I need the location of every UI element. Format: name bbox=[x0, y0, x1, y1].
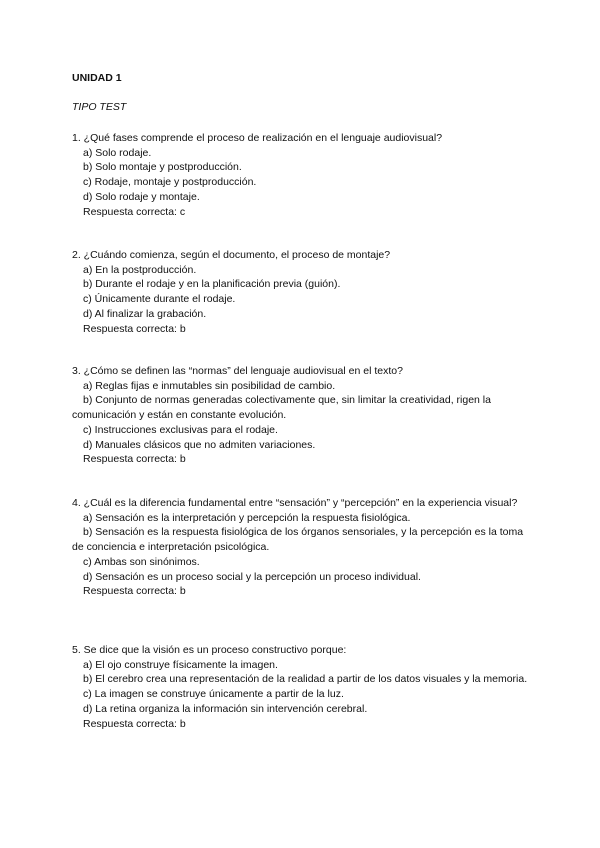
question-4 bbox=[72, 496, 528, 599]
option-c: c) La imagen se construye únicamente a partir de la luz. bbox=[83, 688, 344, 701]
option-d: d) La retina organiza la información sin intervención cerebral. bbox=[83, 702, 368, 715]
question-3 bbox=[72, 364, 528, 467]
option-c: c) Instrucciones exclusivas para el rodaje. bbox=[83, 423, 278, 436]
test-type-heading: TIPO TEST bbox=[72, 101, 127, 113]
unit-title: UNIDAD 1 bbox=[72, 72, 122, 84]
option-a: a) El ojo construye físicamente la imagen. bbox=[83, 658, 278, 671]
question-5 bbox=[72, 643, 528, 731]
correct-answer: Respuesta correcta: b bbox=[83, 453, 186, 466]
option-a: a) Reglas fijas e inmutables sin posibilidad de cambio. bbox=[83, 379, 336, 392]
correct-answer: Respuesta correcta: c bbox=[83, 205, 186, 218]
correct-answer: Respuesta correcta: b bbox=[83, 322, 186, 335]
question-text: 1. ¿Qué fases comprende el proceso de realización en el lenguaje audiovisual? bbox=[72, 132, 443, 144]
option-d: d) Manuales clásicos que no admiten variaciones. bbox=[83, 438, 316, 451]
option-a: a) En la postproducción. bbox=[83, 263, 197, 276]
option-b: b) Sensación es la respuesta fisiológica de los órganos sensoriales, y la percepción es la toma de conciencia e interpretación psicológica. bbox=[72, 526, 524, 554]
question-2 bbox=[72, 248, 528, 336]
option-c: c) Únicamente durante el rodaje. bbox=[83, 293, 236, 306]
option-d: d) Solo rodaje y montaje. bbox=[83, 190, 200, 203]
option-b: b) Solo montaje y postproducción. bbox=[83, 161, 242, 174]
option-a: a) Solo rodaje. bbox=[83, 146, 152, 159]
question-text: 4. ¿Cuál es la diferencia fundamental entre “sensación” y “percepción” en la experiencia visual? bbox=[72, 497, 518, 509]
option-c: c) Ambas son sinónimos. bbox=[83, 555, 200, 568]
option-c: c) Rodaje, montaje y postproducción. bbox=[83, 176, 257, 189]
option-b: b) Durante el rodaje y en la planificación previa (guión). bbox=[83, 278, 341, 291]
question-text: 3. ¿Cómo se definen las “normas” del lenguaje audiovisual en el texto? bbox=[72, 365, 403, 377]
option-b: b) El cerebro crea una representación de la realidad a partir de los datos visuales y la memoria. bbox=[83, 673, 528, 686]
question-text: 5. Se dice que la visión es un proceso constructivo porque: bbox=[72, 644, 347, 656]
option-d: d) Sensación es un proceso social y la percepción un proceso individual. bbox=[83, 570, 421, 583]
correct-answer: Respuesta correcta: b bbox=[83, 585, 186, 598]
correct-answer: Respuesta correcta: b bbox=[83, 717, 186, 730]
option-b: b) Conjunto de normas generadas colectivamente que, sin limitar la creatividad, rigen la comunicación y están en constante evolución. bbox=[72, 394, 491, 422]
question-text: 2. ¿Cuándo comienza, según el documento, el proceso de montaje? bbox=[72, 249, 391, 261]
option-a: a) Sensación es la interpretación y percepción la respuesta fisiológica. bbox=[83, 511, 411, 524]
question-1 bbox=[72, 131, 528, 219]
option-d: d) Al finalizar la grabación. bbox=[83, 307, 207, 320]
